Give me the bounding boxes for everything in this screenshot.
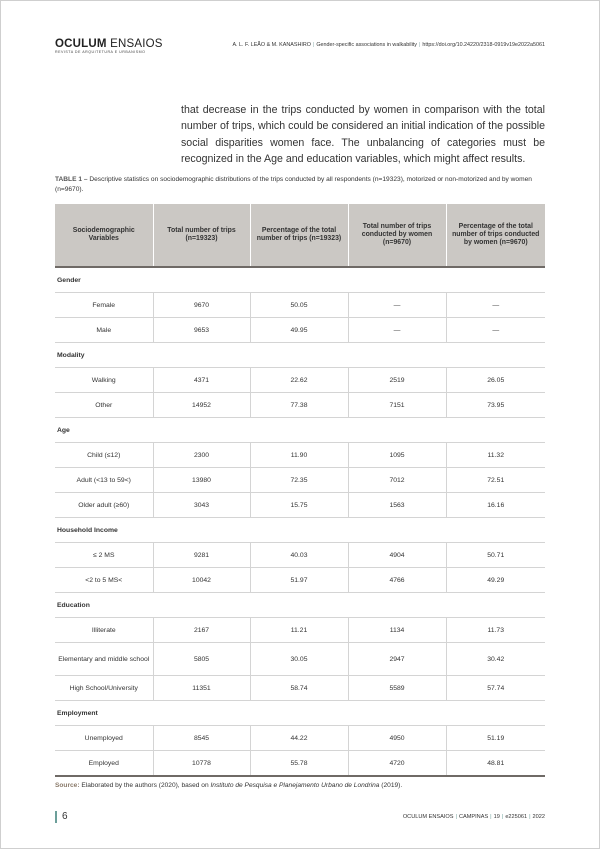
table-group-row [55,418,545,443]
value-cell: 22.62 [250,368,348,393]
value-cell: 7151 [348,393,446,418]
table-row [55,293,545,318]
running-head-authors: A. L. F. LEÃO & M. KANASHIRO [232,42,311,48]
row-label-cell: Other [55,393,153,418]
header-cell: Total number of trips conducted by women (n=9670) [348,204,446,267]
value-cell: 2167 [153,618,250,643]
value-cell: 16.16 [446,493,545,518]
running-head: A. L. F. LEÃO & M. KANASHIRO | Gender-specific associations in walkability | https://doi.org/10.24220/2318-0919v19e2022a5061 [232,42,545,48]
table-row [55,568,545,593]
journal-logo [55,38,163,55]
table-row [55,368,545,393]
value-cell: 11.21 [250,618,348,643]
body-paragraph: that decrease in the trips conducted by women in comparison with the total number of trips, which could be considered an initial indication of the possible social disparities women face. The unbalancing of categories must be recognized in the Age and education variables, which might affect results. [181,103,545,166]
header-cell: Percentage of the total number of trips conducted by women (n=9670) [446,204,545,267]
value-cell: 77.38 [250,393,348,418]
table-caption-text: Descriptive statistics on sociodemographic distributions of the trips conducted by all respondents (n=19323), motorized or non-motorized and by women (n=9670). [55,176,532,193]
table-row [55,318,545,343]
value-cell: 49.29 [446,568,545,593]
table-row [55,468,545,493]
value-cell: 58.74 [250,676,348,701]
footer-year: 2022 [532,814,545,820]
value-cell: 2300 [153,443,250,468]
table-row [55,443,545,468]
value-cell: — [446,318,545,343]
footer-city: CAMPINAS [458,814,489,820]
group-label: Gender [55,267,545,293]
value-cell: 4720 [348,751,446,777]
value-cell: — [446,293,545,318]
page-header [55,38,545,58]
row-label-cell: Male [55,318,153,343]
row-label-cell: Child (≤12) [55,443,153,468]
value-cell: 4766 [348,568,446,593]
value-cell: 4371 [153,368,250,393]
value-cell: 4904 [348,543,446,568]
table-row [55,643,545,676]
row-label-cell: ≤ 2 MS [55,543,153,568]
value-cell: 51.97 [250,568,348,593]
value-cell: 5805 [153,643,250,676]
row-label-cell: Adult (<13 to 59<) [55,468,153,493]
value-cell: 26.05 [446,368,545,393]
group-label: Employment [55,701,545,726]
row-label-cell: High School/University [55,676,153,701]
logo-light: ENSAIOS [110,38,163,50]
logo-bold: OCULUM [55,38,107,50]
value-cell: 2947 [348,643,446,676]
row-label-cell: Older adult (≥60) [55,493,153,518]
value-cell: 50.05 [250,293,348,318]
row-label-cell: Employed [55,751,153,777]
table-group-row [55,593,545,618]
value-cell: 2519 [348,368,446,393]
value-cell: 51.19 [446,726,545,751]
value-cell: 9281 [153,543,250,568]
source-text: Elaborated by the authors (2020), based on [81,782,209,789]
value-cell: 5589 [348,676,446,701]
table-row [55,726,545,751]
table-row [55,676,545,701]
value-cell: 9653 [153,318,250,343]
group-label: Modality [55,343,545,368]
value-cell: 72.35 [250,468,348,493]
row-label-cell: Illiterate [55,618,153,643]
value-cell: 1563 [348,493,446,518]
group-label: Education [55,593,545,618]
table-caption-label: TABLE 1 – [55,176,88,183]
value-cell: 11.90 [250,443,348,468]
table-row [55,493,545,518]
table-group-row [55,701,545,726]
group-label: Household Income [55,518,545,543]
value-cell: 4950 [348,726,446,751]
row-label-cell: Walking [55,368,153,393]
value-cell: 11351 [153,676,250,701]
value-cell: 48.81 [446,751,545,777]
value-cell: 8545 [153,726,250,751]
value-cell: — [348,318,446,343]
row-label-cell: <2 to 5 MS< [55,568,153,593]
source-year: (2019). [381,782,403,789]
table-group-row [55,343,545,368]
running-head-title: Gender-specific associations in walkability [316,42,417,48]
value-cell: 14952 [153,393,250,418]
group-label: Age [55,418,545,443]
table-row [55,543,545,568]
value-cell: — [348,293,446,318]
value-cell: 40.03 [250,543,348,568]
value-cell: 10042 [153,568,250,593]
value-cell: 1134 [348,618,446,643]
table-source [55,782,545,789]
value-cell: 44.22 [250,726,348,751]
value-cell: 11.73 [446,618,545,643]
statistics-table [55,204,545,777]
value-cell: 73.95 [446,393,545,418]
header-cell: Total number of trips (n=19323) [153,204,250,267]
row-label-cell: Unemployed [55,726,153,751]
table-row [55,618,545,643]
value-cell: 50.71 [446,543,545,568]
value-cell: 30.42 [446,643,545,676]
source-institution: Instituto de Pesquisa e Planejamento Urbano de Londrina [210,782,380,789]
footer-article-id: e225061 [505,814,528,820]
table-group-row [55,267,545,293]
footer-journal: OCULUM ENSAIOS [402,814,454,820]
row-label-cell: Female [55,293,153,318]
row-label-cell: Elementary and middle school [55,643,153,676]
header-cell: Sociodemographic Variables [55,204,153,267]
logo-subtitle: REVISTA DE ARQUITETURA E URBANISMO [55,50,146,54]
header-cell: Percentage of the total number of trips (n=19323) [250,204,348,267]
value-cell: 9670 [153,293,250,318]
value-cell: 49.95 [250,318,348,343]
value-cell: 72.51 [446,468,545,493]
value-cell: 57.74 [446,676,545,701]
value-cell: 15.75 [250,493,348,518]
value-cell: 10778 [153,751,250,777]
value-cell: 11.32 [446,443,545,468]
running-head-doi[interactable]: https://doi.org/10.24220/2318-0919v19e2022a5061 [422,42,545,48]
table-caption [55,175,545,195]
source-label: Source: [55,782,80,789]
value-cell: 7012 [348,468,446,493]
table-group-row [55,518,545,543]
value-cell: 55.78 [250,751,348,777]
footer-accent-bar [55,811,57,823]
footer-volume: 19 [493,814,500,820]
page-number: 6 [62,811,68,822]
value-cell: 13980 [153,468,250,493]
footer-info: OCULUM ENSAIOS | CAMPINAS | 19 | e225061 | 2022 [402,814,545,820]
table-row [55,751,545,777]
value-cell: 3043 [153,493,250,518]
value-cell: 1095 [348,443,446,468]
value-cell: 30.05 [250,643,348,676]
table-body [55,267,545,776]
table-row [55,393,545,418]
table-header-row [55,204,545,267]
